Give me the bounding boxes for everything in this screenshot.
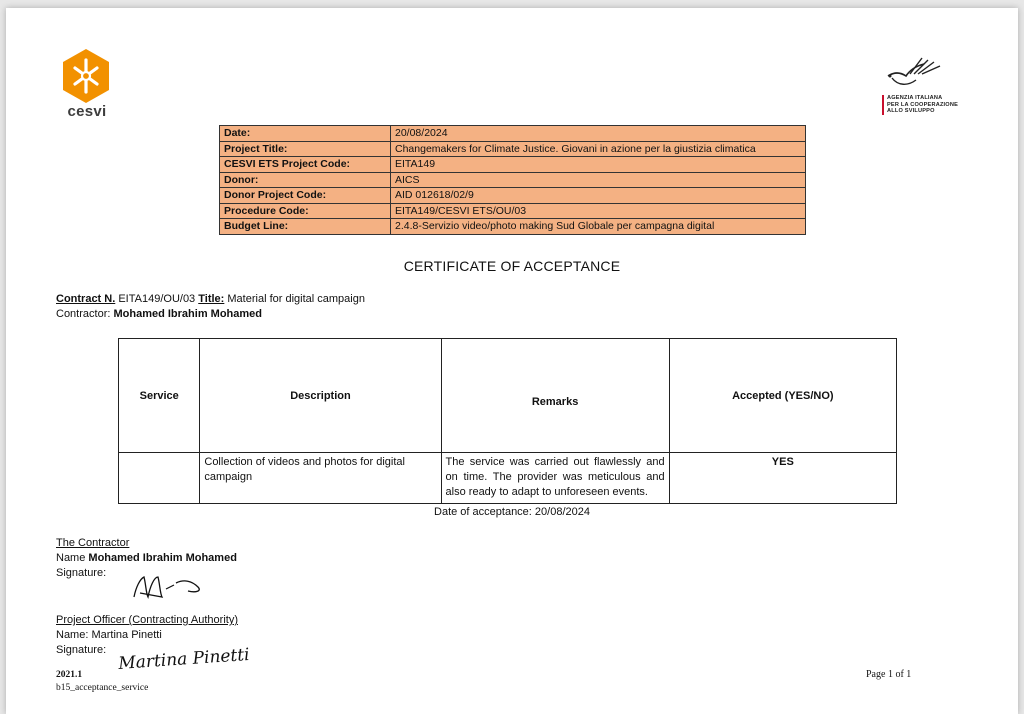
cell-accepted: YES [669,453,896,504]
dove-icon [882,52,946,92]
info-value: EITA149 [391,157,806,173]
officer-heading: Project Officer (Contracting Authority) [56,614,238,626]
contract-number: EITA149/OU/03 [118,293,196,305]
aics-logo-text [882,95,965,115]
date-of-acceptance: Date of acceptance: 20/08/2024 [434,506,590,518]
certificate-title: CERTIFICATE OF ACCEPTANCE [403,258,621,274]
contractor-name-line [56,551,237,566]
info-row-donor-code [220,188,806,204]
footer-page-number: Page 1 of 1 [866,669,912,680]
info-value: AICS [391,172,806,188]
officer-name-line: Name: Martina Pinetti [56,629,162,641]
contract-label: Contract N. [56,293,116,305]
officer-signature-text: Martina Pinetti [117,644,251,675]
aics-line-2: PER LA COOPERAZIONE [887,101,959,108]
info-label: Date: [220,126,391,142]
info-row-procedure-code [220,203,806,219]
info-label: Project Title: [220,141,391,157]
footer-version: 2021.1 [56,670,83,680]
info-value: 2.4.8-Servizio video/photo making Sud Globale per campagna digital [391,219,806,235]
project-info-table [219,125,806,235]
cell-service [119,453,200,504]
info-value: EITA149/CESVI ETS/OU/03 [391,203,806,219]
name-value: Mohamed Ibrahim Mohamed [88,552,237,564]
info-label: Procedure Code: [220,203,391,219]
cesvi-logo [58,48,114,122]
contractor-heading: The Contractor [56,537,130,549]
contractor-signature-icon [126,571,216,601]
services-table [118,338,897,504]
header-service: Service [119,339,200,453]
info-row-project-code [220,157,806,173]
header-description: Description [200,339,441,453]
cesvi-wordmark: cesvi [67,103,107,120]
cesvi-hexagon-icon [61,48,111,104]
info-row-budget-line [220,219,806,235]
contract-title-value: Material for digital campaign [227,293,365,305]
header-accepted: Accepted (YES/NO) [669,339,896,453]
table-row [119,453,897,504]
info-value: AID 012618/02/9 [391,188,806,204]
info-row-project-title [220,141,806,157]
aics-logo [876,52,959,122]
services-header-row [119,339,897,453]
aics-line-1: AGENZIA ITALIANA [887,95,943,101]
cell-description: Collection of videos and photos for digital campaign [200,453,441,504]
info-label: Donor: [220,172,391,188]
contract-line [56,293,365,305]
contractor-line [56,308,262,320]
contract-title-label: Title: [198,293,225,305]
officer-signature-label: Signature: [56,644,107,656]
info-value: Changemakers for Climate Justice. Giovani in azione per la giustizia climatica [391,141,806,157]
document-page [6,8,1018,714]
footer-left [56,669,148,695]
footer-doc-code: b15_acceptance_service [56,683,149,693]
aics-line-3: ALLO SVILUPPO [887,108,935,114]
info-value: 20/08/2024 [391,126,806,142]
info-label: Donor Project Code: [220,188,391,204]
contractor-signature-label: Signature: [56,567,107,579]
name-label: Name [56,552,86,564]
cell-remarks: The service was carried out flawlessly and on time. The provider was meticulous and also ready to adapt to unforeseen events. [441,453,669,504]
info-row-date [220,126,806,142]
officer-signature [116,641,251,675]
info-label: Budget Line: [220,219,391,235]
contractor-name: Mohamed Ibrahim Mohamed [113,308,263,320]
contractor-label: Contractor: [56,308,111,320]
info-row-donor [220,172,806,188]
header-remarks: Remarks [441,339,669,453]
info-label: CESVI ETS Project Code: [220,157,391,173]
